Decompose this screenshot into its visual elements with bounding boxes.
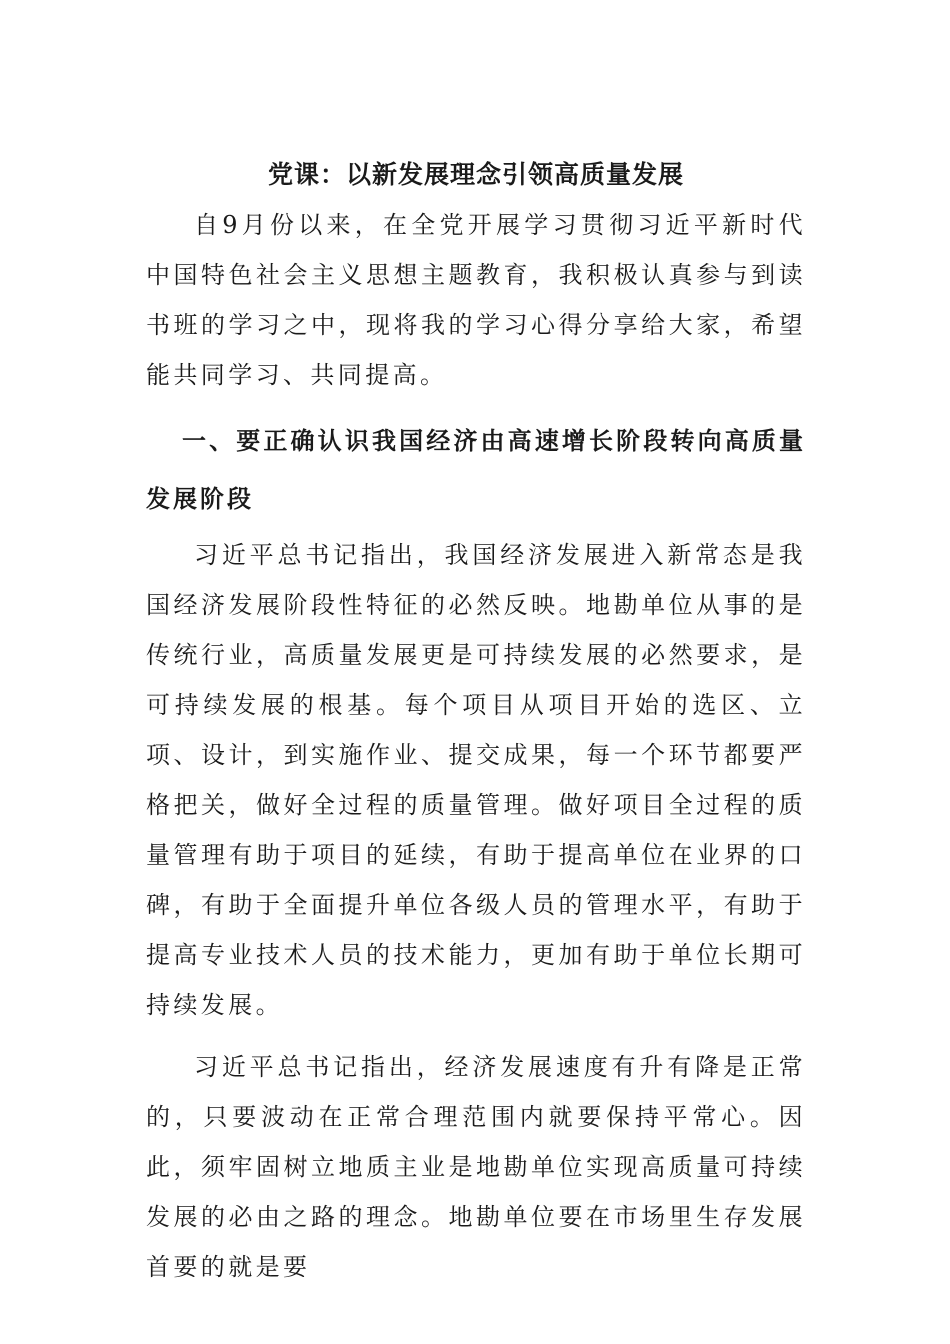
document-title: 党课：以新发展理念引领高质量发展	[267, 160, 684, 189]
body-paragraph-1: 习近平总书记指出，我国经济发展进入新常态是我国经济发展阶段性特征的必然反映。地勘单位从事的是传统行业，高质量发展更是可持续发展的必然要求，是可持续发展的根基。每个项目从项目开始的选区、立项、设计，到实施作业、提交成果，每一个环节都要严格把关，做好全过程的质量管理。做好项目全过程的质量管理有助于项目的延续，有助于提高单位在业界的口碑，有助于全面提升单位各级人员的管理水平，有助于提高专业技术人员的技术能力，更加有助于单位长期可持续发展。	[146, 541, 806, 1019]
section-heading-1: 一、要正确认识我国经济由高速增长阶段转向高质量发展阶段	[146, 426, 806, 513]
intro-paragraph: 自9月份以来，在全党开展学习贯彻习近平新时代中国特色社会主义思想主题教育，我积极认真参与到读书班的学习之中，现将我的学习心得分享给大家，希望能共同学习、共同提高。	[146, 211, 806, 389]
document-page	[146, 150, 806, 1292]
body-paragraph-2: 习近平总书记指出，经济发展速度有升有降是正常的，只要波动在正常合理范围内就要保持平常心。因此，须牢固树立地质主业是地勘单位实现高质量可持续发展的必由之路的理念。地勘单位要在市场里生存发展首要的就是要	[146, 1053, 806, 1281]
